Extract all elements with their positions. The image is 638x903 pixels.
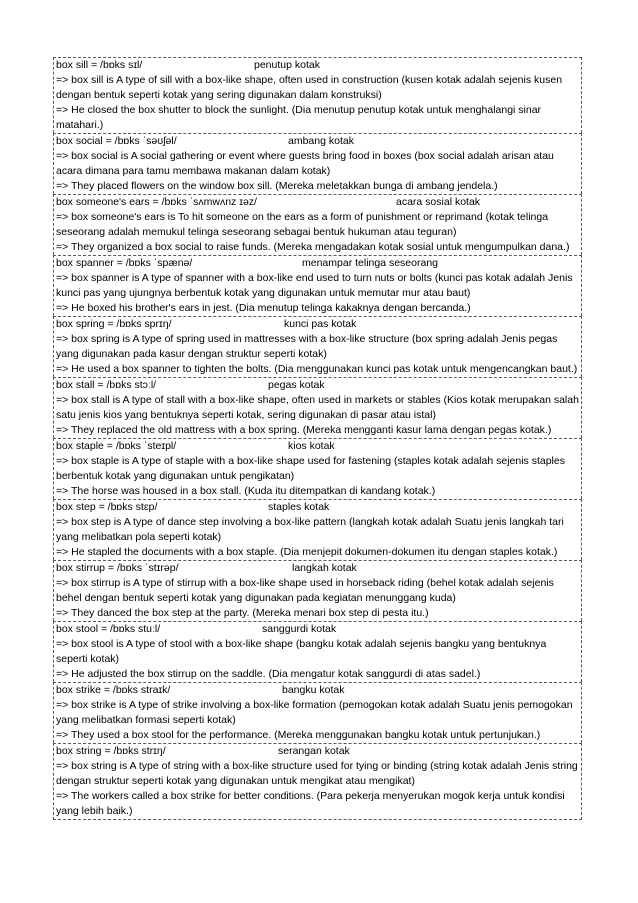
entry-definition: => box staple is A type of staple with a box-like shape used for fastening (staples kotak adalah sejenis staples berbentuk kotak yang digunakan untuk pengikatan) [56, 455, 565, 482]
entry-head [56, 744, 579, 759]
entry-box-social [53, 133, 582, 194]
entry-definition: => box strike is A type of strike involving a box-like formation (pemogokan kotak adalah Suatu jenis pemogokan yang melibatkan formasi seperti kotak) [56, 699, 573, 726]
entry-term: box staple = /bɒks ˈsteɪpl/ [56, 440, 177, 452]
entry-example: => He boxed his brother's ears in jest. (Dia menutup telinga kakaknya dengan bercanda.) [56, 302, 471, 314]
entry-definition: => box stall is A type of stall with a box-like shape, often used in markets or stables (Kios kotak merupakan salah satu jenis kios yang bentuknya seperti kotak, sering digunakan di pasar atau istal) [56, 394, 579, 421]
entry-definition: => box string is A type of string with a box-like structure used for tying or binding (string kotak adalah Jenis string dengan struktur seperti kotak yang digunakan untuk mengikat atau mengikat) [56, 760, 578, 787]
entry-term: box string = /bɒks strɪŋ/ [56, 745, 166, 757]
entry-head [56, 439, 579, 454]
entry-example: => He closed the box shutter to block the sunlight. (Dia menutup penutup kotak untuk menghalangi sinar matahari.) [56, 104, 542, 131]
entry-term: box sill = /bɒks sɪl/ [56, 59, 143, 71]
entry-box-staple [53, 438, 582, 499]
entry-box-someones-ears [53, 194, 582, 255]
entry-term: box stool = /bɒks stuːl/ [56, 623, 161, 635]
entry-definition: => box step is A type of dance step involving a box-like pattern (langkah kotak adalah Suatu jenis langkah tari yang melibatkan pola seperti kotak) [56, 516, 564, 543]
entry-definition: => box stool is A type of stool with a box-like shape (bangku kotak adalah sejenis bangku yang bentuknya seperti kotak) [56, 638, 547, 665]
entry-example: => They placed flowers on the window box sill. (Mereka meletakkan bunga di ambang jendela.) [56, 180, 498, 192]
entry-gloss: staples kotak [268, 501, 330, 513]
entry-gloss: menampar telinga seseorang [302, 257, 438, 269]
entry-term: box spanner = /bɒks ˈspænə/ [56, 257, 193, 269]
entry-example: => The workers called a box strike for better conditions. (Para pekerja menyerukan mogok kerja untuk kondisi yang lebih baik.) [56, 790, 565, 817]
entry-box-sill [53, 57, 582, 133]
entry-gloss: bangku kotak [282, 684, 345, 696]
entry-definition: => box spanner is A type of spanner with a box-like end used to turn nuts or bolts (kunci pas kotak adalah Jenis kunci pas yang ujungnya berbentuk kotak yang digunakan untuk memutar mur atau baut) [56, 272, 573, 299]
entry-example: => He used a box spanner to tighten the bolts. (Dia menggunakan kunci pas kotak untuk mengencangkan baut.) [56, 363, 578, 375]
entry-term: box strike = /bɒks straɪk/ [56, 684, 171, 696]
entry-head [56, 134, 579, 149]
entry-head [56, 378, 579, 393]
entry-example: => They danced the box step at the party. (Mereka menari box step di pesta itu.) [56, 607, 429, 619]
entry-example: => He adjusted the box stirrup on the saddle. (Dia mengatur kotak sanggurdi di atas sadel.) [56, 668, 481, 680]
entry-head [56, 622, 579, 637]
entry-box-string [53, 743, 582, 820]
entry-gloss: pegas kotak [268, 379, 325, 391]
entry-gloss: penutup kotak [254, 59, 320, 71]
entry-term: box social = /bɒks ˈsəʊʃəl/ [56, 135, 177, 147]
entry-term: box spring = /bɒks sprɪŋ/ [56, 318, 172, 330]
entry-example: => The horse was housed in a box stall. (Kuda itu ditempatkan di kandang kotak.) [56, 485, 436, 497]
entry-definition: => box spring is A type of spring used in mattresses with a box-like structure (box spring adalah Jenis pegas yang digunakan pada kasur dengan struktur seperti kotak) [56, 333, 558, 360]
entry-head [56, 683, 579, 698]
entry-box-stirrup [53, 560, 582, 621]
entry-gloss: acara sosial kotak [396, 196, 481, 208]
entry-head [56, 256, 579, 271]
entry-definition: => box someone's ears is To hit someone on the ears as a form of punishment or reprimand (kotak telinga seseorang adalah memukul telinga seseorang sebagai bentuk hukuman atau teguran) [56, 211, 549, 238]
entry-gloss: serangan kotak [278, 745, 350, 757]
entry-definition: => box stirrup is A type of stirrup with a box-like shape used in horseback riding (behel kotak adalah sejenis behel dengan bentuk seperti kotak yang digunakan pada kegiatan menunggang kuda) [56, 577, 554, 604]
entry-box-strike [53, 682, 582, 743]
entry-gloss: kunci pas kotak [284, 318, 357, 330]
entry-term: box someone's ears = /bɒks ˈsʌmwʌnz ɪəz/ [56, 196, 257, 208]
entry-example: => He stapled the documents with a box staple. (Dia menjepit dokumen-dokumen itu dengan staples kotak.) [56, 546, 558, 558]
entry-definition: => box sill is A type of sill with a box-like shape, often used in construction (kusen kotak adalah sejenis kusen dengan bentuk seperti kotak yang sering digunakan dalam konstruksi) [56, 74, 563, 101]
entry-head [56, 561, 579, 576]
entry-example: => They used a box stool for the performance. (Mereka menggunakan bangku kotak untuk pertunjukan.) [56, 729, 541, 741]
entry-head [56, 58, 579, 73]
entry-head [56, 195, 579, 210]
entry-head [56, 500, 579, 515]
entry-gloss: ambang kotak [288, 135, 354, 147]
entry-box-spanner [53, 255, 582, 316]
entry-gloss: sanggurdi kotak [262, 623, 337, 635]
entry-box-spring [53, 316, 582, 377]
vocabulary-sheet [53, 57, 582, 820]
entry-term: box stall = /bɒks stɔːl/ [56, 379, 157, 391]
entry-head [56, 317, 579, 332]
entry-box-stall [53, 377, 582, 438]
entry-box-stool [53, 621, 582, 682]
entry-gloss: langkah kotak [292, 562, 357, 574]
entry-gloss: kios kotak [288, 440, 335, 452]
entry-term: box stirrup = /bɒks ˈstɪrəp/ [56, 562, 179, 574]
entry-definition: => box social is A social gathering or event where guests bring food in boxes (box social adalah arisan atau acara dimana para tamu membawa makanan dalam kotak) [56, 150, 554, 177]
entry-term: box step = /bɒks stɛp/ [56, 501, 158, 513]
entry-box-step [53, 499, 582, 560]
entry-example: => They replaced the old mattress with a box spring. (Mereka mengganti kasur lama dengan pegas kotak.) [56, 424, 552, 436]
entry-example: => They organized a box social to raise funds. (Mereka mengadakan kotak sosial untuk mengumpulkan dana.) [56, 241, 570, 253]
